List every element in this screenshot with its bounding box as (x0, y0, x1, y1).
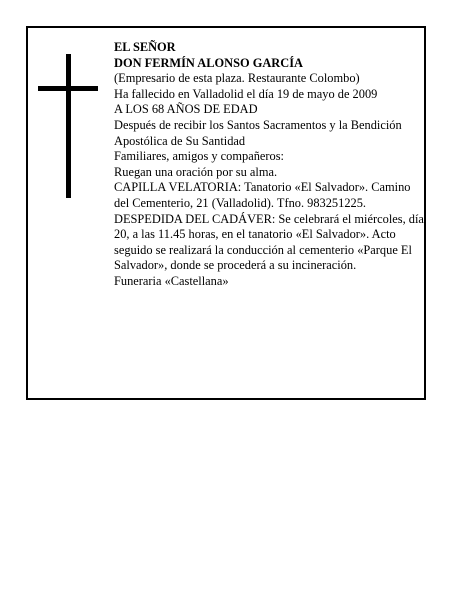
death-statement: Ha fallecido en Valladolid el día 19 de mayo de 2009 (114, 86, 378, 101)
sacraments-statement: Después de recibir los Santos Sacramentos y la Bendición Apostólica de Su Santidad (114, 117, 405, 148)
obituary-notice (26, 26, 426, 400)
cross-vertical-bar (66, 54, 71, 198)
chapel-info: CAPILLA VELATORIA: Tanatorio «El Salvador». Camino del Cementerio, 21 (Valladolid). Tfno. 983251225. (114, 180, 414, 210)
family-statement: Familiares, amigos y compañeros: (114, 149, 284, 164)
latin-cross-icon (38, 54, 98, 198)
deceased-name: DON FERMÍN ALONSO GARCÍA (114, 55, 303, 70)
prayer-statement: Ruegan una oración por su alma. (114, 164, 278, 179)
notice-header: EL SEÑOR (114, 40, 176, 54)
funeral-home: Funeraria «Castellana» (114, 273, 229, 288)
farewell-info: DESPEDIDA DEL CADÁVER: Se celebrará el miércoles, día 20, a las 11.45 horas, en el tanatorio «El Salvador». Acto seguido se realizará la conducción al cementerio «Parque El Salvador», donde se procederá a su incineración. (114, 211, 428, 273)
age-statement: A LOS 68 AÑOS DE EDAD (114, 102, 258, 117)
cross-horizontal-bar (38, 86, 98, 91)
deceased-description: (Empresario de esta plaza. Restaurante Colombo) (114, 71, 360, 86)
notice-text (114, 40, 428, 290)
